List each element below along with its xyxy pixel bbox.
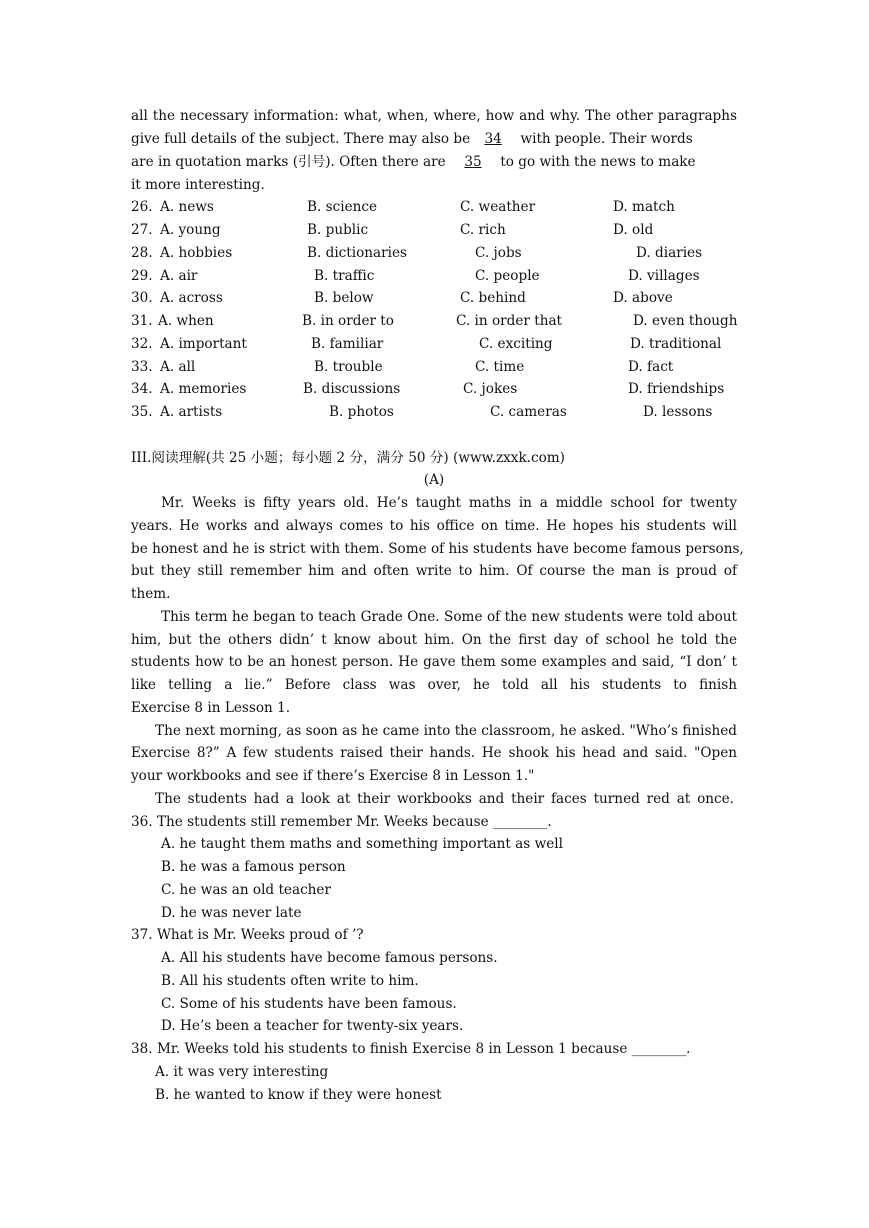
option-c: C. time — [475, 359, 525, 375]
passage-a-p1-line-1: Mr. Weeks is fifty years old. He’s taught maths in a middle school for twenty — [161, 495, 737, 511]
question-36-option-a: A. he taught them maths and something important as well — [161, 836, 563, 852]
question-37-option-b: B. All his students often write to him. — [161, 973, 419, 989]
option-c: C. in order that — [456, 313, 563, 329]
question-37-stem: 37. What is Mr. Weeks proud of ’? — [131, 927, 364, 943]
passage-a-p3-line-2: Exercise 8?” A few students raised their hands. He shook his head and said. "Open — [131, 745, 737, 761]
option-b: B. public — [307, 222, 369, 238]
option-a: A. artists — [160, 404, 223, 420]
option-a: A. across — [160, 290, 223, 306]
question-37-option-d: D. He’s been a teacher for twenty-six years. — [161, 1018, 464, 1034]
option-d: D. even though — [633, 313, 738, 329]
option-a: A. hobbies — [160, 245, 233, 261]
option-b: B. discussions — [303, 381, 401, 397]
question-36-option-c: C. he was an old teacher — [161, 882, 331, 898]
option-b: B. below — [314, 290, 374, 306]
option-a: A. young — [160, 222, 221, 238]
option-d: D. old — [613, 222, 654, 238]
option-c: C. exciting — [479, 336, 553, 352]
cloze-line-4: it more interesting. — [131, 177, 265, 193]
passage-a-p1-line-5: them. — [131, 586, 171, 602]
passage-a-p4: The students had a look at their workbooks and their faces turned red at once. — [155, 791, 734, 807]
question-38-option-a: A. it was very interesting — [155, 1064, 329, 1080]
option-a: A. important — [160, 336, 247, 352]
option-b: B. familiar — [311, 336, 384, 352]
passage-label: (A) — [423, 472, 445, 488]
passage-a-p2-line-3: students how to be an honest person. He gave them some examples and said, “I don’ t — [131, 654, 737, 670]
option-d: D. above — [613, 290, 673, 306]
question-36-stem: 36. The students still remember Mr. Weeks because ________. — [131, 814, 552, 830]
option-d: D. friendships — [628, 381, 725, 397]
question-38-stem: 38. Mr. Weeks told his students to finish Exercise 8 in Lesson 1 because ________. — [131, 1041, 691, 1057]
question-37-option-c: C. Some of his students have been famous. — [161, 996, 457, 1012]
blank-35: 35 — [464, 154, 482, 170]
option-a: A. air — [160, 268, 198, 284]
passage-a-p1-line-2: years. He works and always comes to his office on time. He hopes his students will — [131, 518, 737, 534]
option-d: D. villages — [628, 268, 700, 284]
option-c: C. cameras — [490, 404, 567, 420]
option-d: D. traditional — [630, 336, 722, 352]
option-b: B. dictionaries — [307, 245, 408, 261]
option-c: C. jokes — [463, 381, 518, 397]
option-b: B. traffic — [314, 268, 375, 284]
passage-a-p3-line-1: The next morning, as soon as he came into the classroom, he asked. "Who’s finished — [155, 723, 737, 739]
passage-a-p1-line-3: be honest and he is strict with them. Some of his students have become famous persons, — [131, 541, 744, 557]
passage-a-p2-line-1: This term he began to teach Grade One. Some of the new students were told about — [161, 609, 737, 625]
question-38-option-b: B. he wanted to know if they were honest — [155, 1087, 442, 1103]
passage-a-p2-line-2: him, but the others didn’ t know about him. On the first day of school he told the — [131, 632, 737, 648]
option-d: D. lessons — [643, 404, 713, 420]
question-36-option-d: D. he was never late — [161, 905, 302, 921]
passage-a-p2-line-5: Exercise 8 in Lesson 1. — [131, 700, 291, 716]
option-c: C. people — [475, 268, 540, 284]
option-a: A. news — [160, 199, 214, 215]
option-c: C. weather — [460, 199, 536, 215]
option-a: A. memories — [160, 381, 247, 397]
option-b: B. trouble — [314, 359, 383, 375]
blank-34: 34 — [484, 131, 502, 147]
cloze-line-1: all the necessary information: what, when, where, how and why. The other paragraphs — [131, 108, 737, 124]
cloze-line-3: are in quotation marks (引号). Often there are 35 to go with the news to make — [131, 151, 737, 174]
option-c: C. rich — [460, 222, 506, 238]
option-d: D. diaries — [636, 245, 703, 261]
option-d: D. match — [613, 199, 675, 215]
question-37-option-a: A. All his students have become famous persons. — [161, 950, 498, 966]
section-heading: III.阅读理解(共 25 小题；每小题 2 分，满分 50 分) (www.zxxk.com) — [131, 450, 565, 466]
option-d: D. fact — [628, 359, 674, 375]
question-36-option-b: B. he was a famous person — [161, 859, 346, 875]
passage-a-p1-line-4: but they still remember him and often write to him. Of course the man is proud of — [131, 563, 737, 579]
cloze-line-2: give full details of the subject. There may also be 34 with people. Their words — [131, 128, 737, 151]
passage-a-p3-line-3: your workbooks and see if there’s Exercise 8 in Lesson 1." — [131, 768, 535, 784]
option-c: C. behind — [460, 290, 526, 306]
option-b: B. in order to — [302, 313, 394, 329]
option-a: A. when — [158, 313, 214, 329]
option-b: B. science — [307, 199, 378, 215]
option-b: B. photos — [329, 404, 394, 420]
option-a: A. all — [160, 359, 196, 375]
passage-a-p2-line-4: like telling a lie.” Before class was over, he told all his students to finish — [131, 677, 737, 693]
exam-page: all the necessary information: what, when, where, how and why. The other paragraphs give full details of the subject. There may also be 34 with people. Their words are in quotation marks (引号). Often there are 35 to go with the news to make it more interesting. 26. A. news B. science C. weather D. match 27. A. young B. public C. rich D. old 28. A. hobbies B. dictionaries C. jobs D. diaries 29. A. air B. traffic C. people D. villages 30. A. across B. below C. behind D. above 31. A. when B. in order to C. in order that D. even though 32. A. important B. familiar C. exciting D. traditional 33. A. all B. trouble C. time D. fact 34. A. memories B. discussions C. jokes D. friendships 35. A. artists B. photos C. cameras D. lessons III.阅读理解(共 25 小题；每小题 2 分，满分 50 分) (www.zxxk.com) (A) Mr. Weeks is fifty years old. He’s taught maths in a middle school for twenty years. He works and always comes to his office on time. He hopes his students will be honest and he is strict with them. Some of his students have become famous persons, but they still remember him and often write to him. Of course the man is proud of them. This term he began to teach Grade One. Some of the new students were told about him, but the others didn’ t know about him. On the first day of school he told the students how to be an honest person. He gave them some examples and said, “I don’ t like telling a lie.” Before class was over, he told all his students to finish Exercise 8 in Lesson 1. The next morning, as soon as he came into the classroom, he asked. "Who’s finished Exercise 8?” A few students raised their hands. He shook his head and said. "Open your workbooks and see if there’s Exercise 8 in Lesson 1." The students had a look at their workbooks and their faces turned red at once. 36. The students still remember Mr. Weeks because ________. A. he taught them maths and something important as well B. he was a famous person C. he was an old teacher D. he was never late 37. What is Mr. Weeks proud of ’? A. All his students have become famous persons. B. All his students often write to him. C. Some of his students have been famous. D. He’s been a teacher for twenty-six years. 38. Mr. Weeks told his students to finish Exercise 8 in Lesson 1 because ________. A. it was very interesting B. he wanted to know if they were honest — [0, 0, 869, 1228]
option-c: C. jobs — [475, 245, 522, 261]
